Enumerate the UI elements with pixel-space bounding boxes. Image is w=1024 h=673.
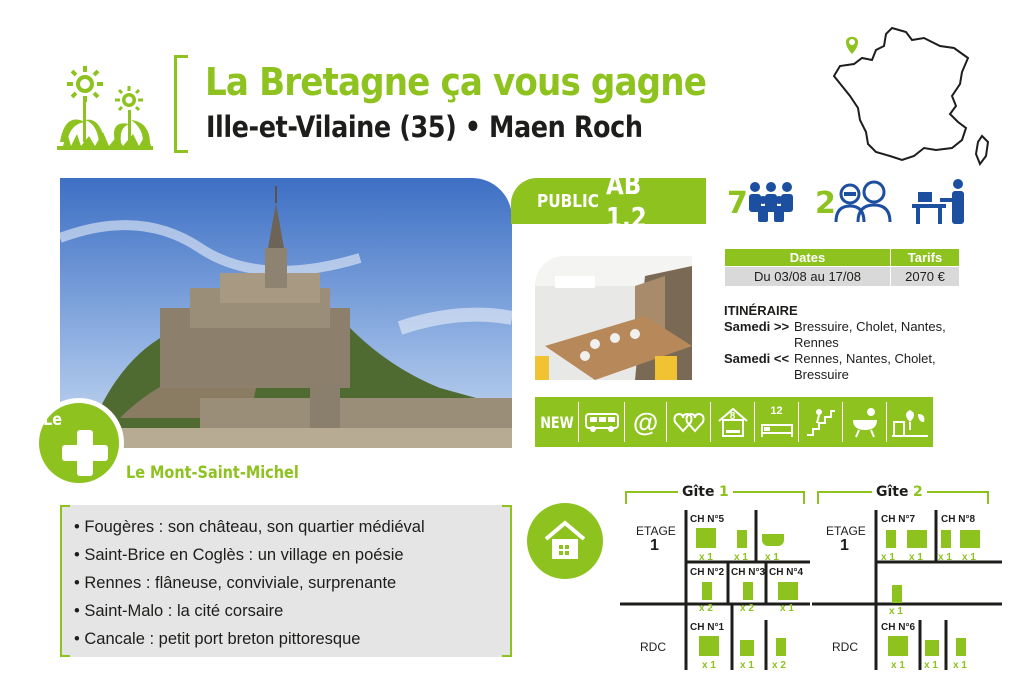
itinerary-return-value: Rennes, Nantes, Cholet, Bressuire (794, 351, 936, 382)
gite1-room-ch2: CH N°2 (690, 567, 725, 578)
list-item: • Cancale : petit port breton pittoresque (74, 630, 361, 648)
gite1-room-ch5: CH N°5 (690, 514, 725, 525)
interior-photo (535, 256, 692, 380)
single-bed-icon (886, 530, 896, 548)
itinerary (724, 303, 984, 383)
activities-bracket-right (502, 505, 512, 657)
activities-bracket-left (60, 505, 70, 657)
gite2-qty: x 1 (938, 552, 952, 563)
gite1-etage-number: 1 (650, 537, 659, 554)
gite1-label: Gîte (682, 484, 715, 500)
sunflower-logo-icon (55, 62, 155, 152)
france-map-icon (832, 24, 1000, 172)
toilet-icon (956, 638, 966, 656)
group-people-icon (745, 180, 797, 222)
gite1-qty: x 1 (702, 660, 716, 671)
dates-value: Du 03/08 au 17/08 (725, 267, 891, 287)
list-item: • Saint-Malo : la cité corsaire (74, 602, 284, 620)
double-bed-icon (699, 636, 719, 656)
gite1-qty: x 2 (699, 603, 713, 614)
public-value: AB 1.2 (605, 168, 647, 234)
list-item: • Fougères : son château, son quartier médiéval (74, 518, 425, 536)
gite2-rdc-label: RDC (832, 640, 858, 654)
new-label: NEW (539, 412, 574, 432)
mont-saint-michel-photo (60, 178, 512, 448)
gite1-qty: x 1 (765, 552, 779, 563)
bed-capacity-icon (755, 402, 799, 442)
itinerary-outbound-key: Samedi >> (724, 319, 790, 334)
gite2-qty: x 1 (962, 552, 976, 563)
tarifs-header: Tarifs (891, 249, 960, 267)
single-bed-icon (743, 582, 753, 600)
gite2-qty: x 1 (881, 552, 895, 563)
double-bed-icon (888, 636, 908, 656)
gite1-room-ch4: CH N°4 (769, 567, 804, 578)
gite2-qty: x 1 (909, 552, 923, 563)
list-item: • Saint-Brice en Coglès : un village en poésie (74, 546, 404, 564)
dates-header: Dates (725, 249, 891, 267)
garden-icon (887, 402, 933, 442)
tarifs-value: 2070 € (891, 267, 960, 287)
highlight-place: Le Mont-Saint-Michel (126, 463, 299, 483)
internet-icon (625, 402, 667, 442)
public-banner (511, 168, 706, 234)
gite2-etage-number: 1 (840, 537, 849, 554)
toilet-icon (892, 585, 902, 603)
gite1-qty: x 2 (772, 660, 786, 671)
driver-at-desk-icon (910, 178, 972, 224)
list-item: • Rennes : flâneuse, conviviale, surprenante (74, 574, 397, 592)
at-label: @ (632, 406, 659, 437)
house-icon (544, 519, 586, 561)
double-bed-icon (696, 528, 716, 548)
itinerary-outbound-value: Bressuire, Cholet, Nantes, Rennes (794, 319, 946, 350)
gite2-room-ch6: CH N°6 (881, 622, 916, 633)
couple-icon (667, 402, 711, 442)
toilet-icon (776, 638, 786, 656)
gite2-qty: x 1 (924, 660, 938, 671)
gite1-number: 1 (718, 484, 729, 500)
gite2-qty: x 1 (953, 660, 967, 671)
gite2-room-ch8: CH N°8 (941, 514, 976, 525)
page-title: La Bretagne ça vous gagne (205, 60, 707, 104)
itinerary-heading: ITINÉRAIRE (724, 303, 798, 318)
minibus-icon (579, 402, 625, 442)
shower-icon (925, 640, 939, 656)
gite1-qty: x 2 (740, 603, 754, 614)
bathtub-icon (762, 534, 784, 546)
barbecue-icon (843, 402, 887, 442)
participants-count: 7 (727, 186, 748, 221)
new-badge (535, 402, 579, 442)
gite1-etage-label: ETAGE (636, 524, 676, 538)
bed-capacity-value: 12 (770, 405, 783, 417)
page-subtitle: Ille-et-Vilaine (35) • Maen Roch (206, 110, 643, 144)
gite2-title (872, 483, 927, 501)
gite1-room-ch3: CH N°3 (731, 567, 766, 578)
double-bed-icon (907, 530, 927, 548)
toilet-icon (737, 530, 747, 548)
activities-list (60, 505, 512, 657)
double-bed-icon (778, 582, 798, 600)
gite2-qty: x 1 (889, 606, 903, 617)
single-bed-icon (702, 582, 712, 600)
double-bed-icon (960, 530, 980, 548)
le-plus-label: Le (43, 410, 63, 430)
gite2-label: Gîte (876, 484, 909, 500)
gite1-qty: x 1 (780, 603, 794, 614)
house-capacity-icon (711, 402, 755, 442)
title-bracket (174, 55, 188, 153)
gite2-room-ch7: CH N°7 (881, 514, 916, 525)
gite1-qty: x 1 (740, 660, 754, 671)
shower-icon (740, 640, 754, 656)
itinerary-return-key: Samedi << (724, 351, 790, 366)
stairs-icon (799, 402, 843, 442)
gite2-qty: x 1 (891, 660, 905, 671)
dates-table (724, 248, 960, 287)
public-label: PUBLIC (537, 190, 599, 212)
plus-icon (62, 430, 108, 476)
single-bed-icon (941, 530, 951, 548)
gite1-room-ch1: CH N°1 (690, 622, 725, 633)
gite1-qty: x 1 (699, 552, 713, 563)
gite1-title (678, 483, 733, 501)
gite2-number: 2 (912, 484, 923, 500)
staff-couple-icon (832, 180, 894, 224)
gite2-etage-label: ETAGE (826, 524, 866, 538)
house-capacity-value: 8 (729, 411, 736, 422)
gite1-rdc-label: RDC (640, 640, 666, 654)
gite1-qty: x 1 (734, 552, 748, 563)
amenity-strip (535, 397, 933, 447)
staff-count: 2 (815, 186, 836, 221)
